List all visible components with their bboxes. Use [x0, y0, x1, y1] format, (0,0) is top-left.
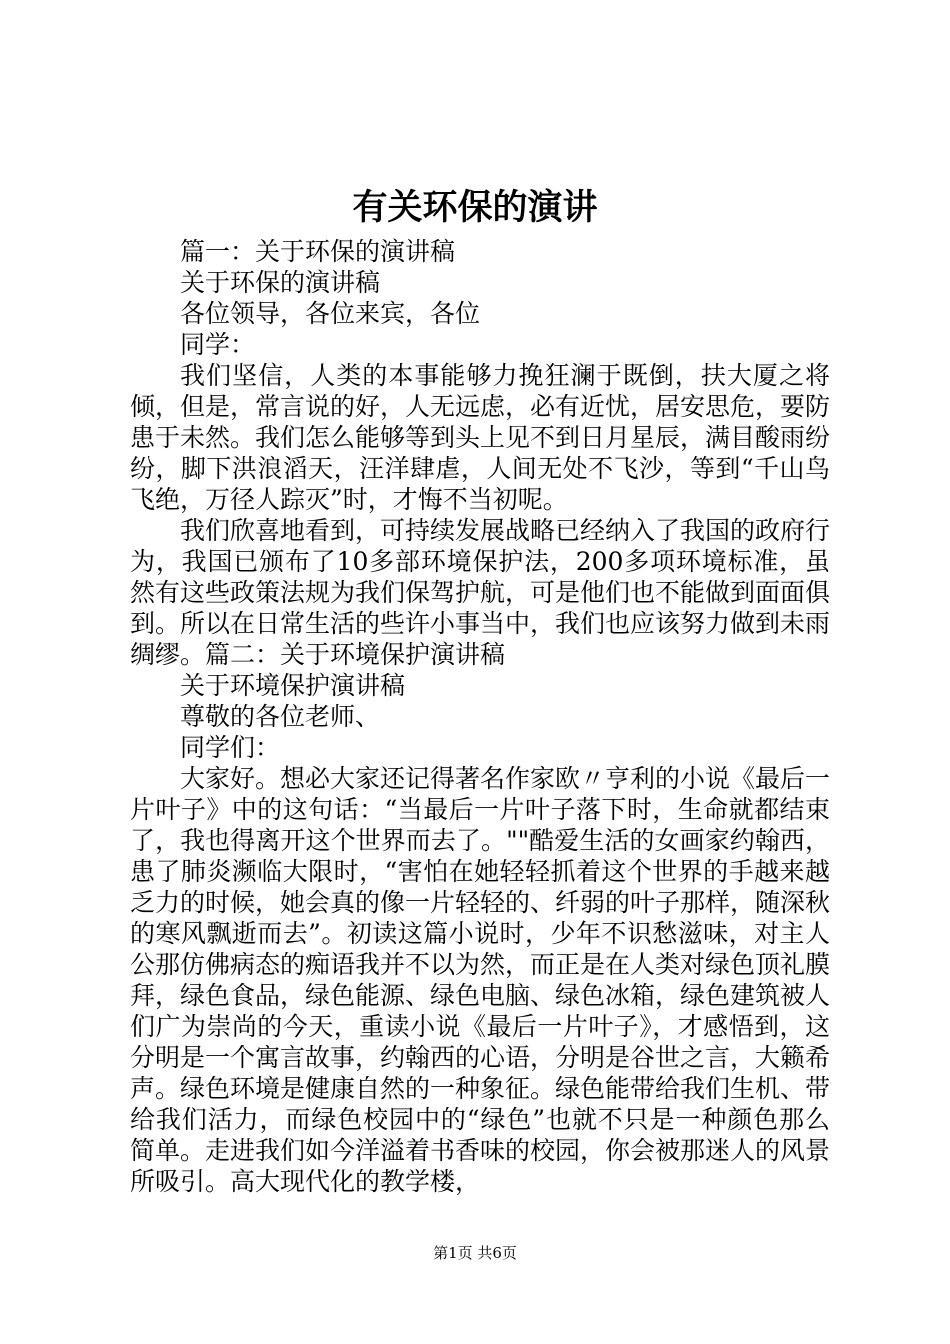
paragraph-2: 关于环保的演讲稿 [180, 268, 381, 297]
document-title: 有关环保的演讲 [352, 187, 598, 228]
page-footer: 第1页 共6页 [433, 1244, 517, 1262]
paragraph-10: 大家好。想必大家还记得著名作家欧〃亨利的小说《最后一片叶子》中的这句话：“当最后一片叶子落下时，生命就都结束了，我也得离开这个世界而去了。""酷爱生活的女画家约翰西，患了肺炎濒临大限时，“害怕在她轻轻抓着这个世界的手越来越乏力的时候，她会真的像一片轻轻的、纤弱的叶子那样，随深秋的寒风飘逝而去”。初读这篇小说时，少年不识愁滋味，对主人公那仿佛病态的痴语我并不以为然，而正是在人类对绿色顶礼膜拜，绿色食品，绿色能源、绿色电脑、绿色冰箱，绿色建筑被人们广为崇尚的今天，重读小说《最后一片叶子》，才感悟到，这分明是一个寓言故事，约翰西的心语，分明是谷世之言，大籁希声。绿色环境是健康自然的一种象征。绿色能带给我们生机、带给我们活力，而绿色校园中的“绿色”也就不只是一种颜色那么简单。走进我们如今洋溢着书香味的校园，你会被那迷人的风景所吸引。高大现代化的教学楼， [130, 764, 831, 1196]
paragraph-7: 关于环境保护演讲稿 [180, 671, 406, 700]
paragraph-1: 篇一：关于环保的演讲稿 [180, 237, 456, 266]
paragraph-8: 尊敬的各位老师、 [180, 702, 381, 731]
paragraph-3: 各位领导，各位来宾，各位 [180, 299, 481, 328]
paragraph-5: 我们坚信，人类的本事能够力挽狂澜于既倒，扶大厦之将倾，但是，常言说的好，人无远虑，必有近忧，居安思危，要防患于未然。我们怎么能够等到头上见不到日月星辰，满目酸雨纷纷，脚下洪浪滔天，汪洋肆虐，人间无处不飞沙，等到“千山鸟飞绝，万径人踪灭”时，才悔不当初呢。 [130, 361, 831, 514]
paragraph-9: 同学们： [180, 733, 281, 762]
document-body [130, 236, 830, 1197]
paragraph-6: 我们欣喜地看到，可持续发展战略已经纳入了我国的政府行为，我国已颁布了10多部环境保护法，200多项环境标准，虽然有这些政策法规为我们保驾护航，可是他们也不能做到面面俱到。所以在日常生活的些许小事当中，我们也应该努力做到未雨绸缪。篇二：关于环境保护演讲稿 [130, 516, 831, 669]
paragraph-4: 同学： [180, 330, 256, 359]
